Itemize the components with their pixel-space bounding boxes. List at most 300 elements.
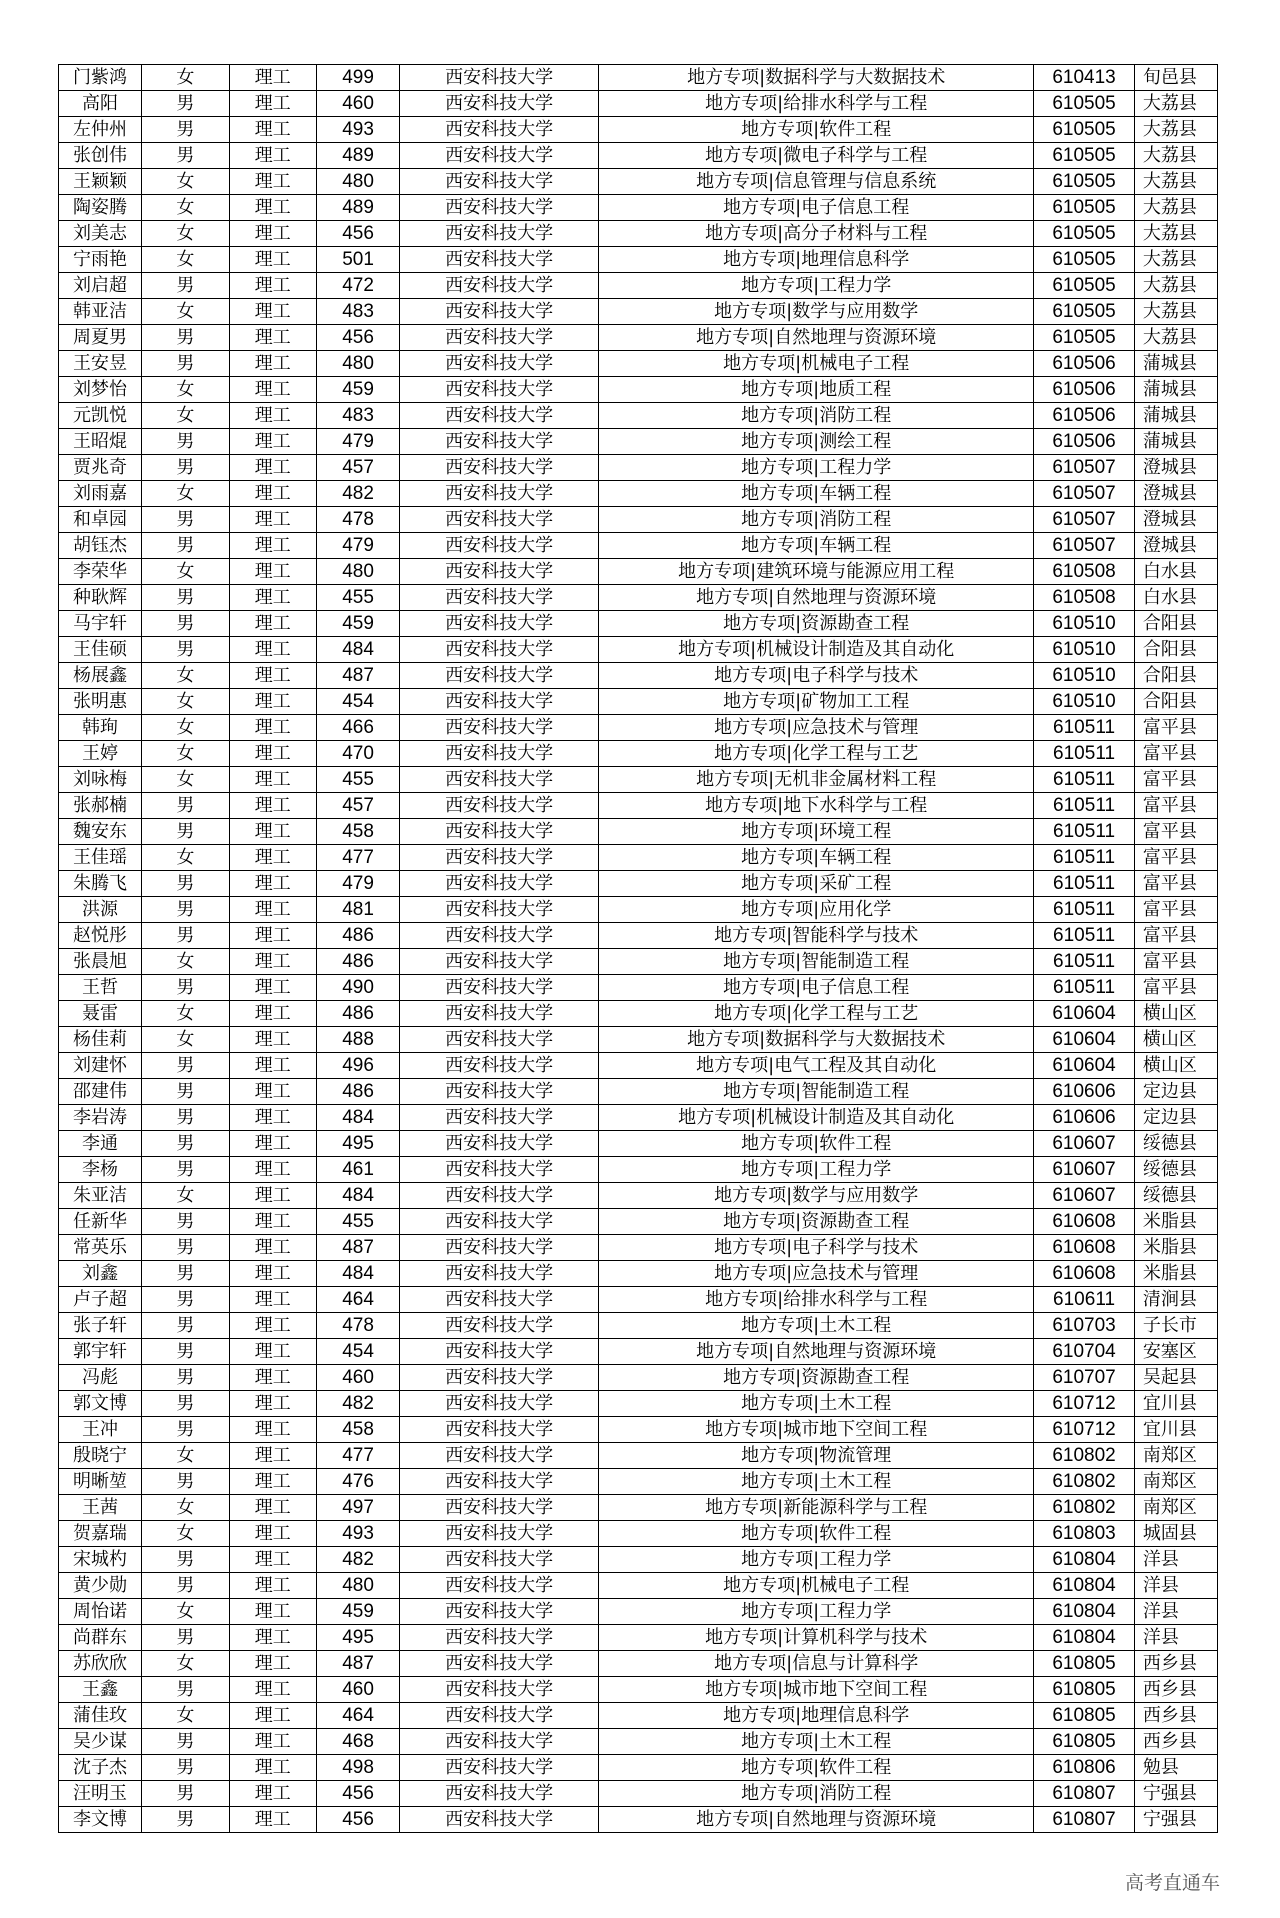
name-cell: 周怡诺	[59, 1599, 142, 1625]
major-cell: 地方专项|高分子材料与工程	[599, 221, 1034, 247]
code-cell: 610510	[1034, 663, 1135, 689]
table-row	[59, 65, 1218, 91]
table-row	[59, 1157, 1218, 1183]
name-cell: 陶姿腾	[59, 195, 142, 221]
county-cell: 蒲城县	[1134, 377, 1217, 403]
name-cell: 沈子杰	[59, 1755, 142, 1781]
gender-cell: 女	[142, 1495, 229, 1521]
county-cell: 富平县	[1134, 871, 1217, 897]
university-cell: 西安科技大学	[400, 1079, 599, 1105]
score-cell: 484	[317, 637, 400, 663]
name-cell: 宋城杓	[59, 1547, 142, 1573]
name-cell: 和卓园	[59, 507, 142, 533]
gender-cell: 女	[142, 377, 229, 403]
name-cell: 任新华	[59, 1209, 142, 1235]
university-cell: 西安科技大学	[400, 689, 599, 715]
code-cell: 610607	[1034, 1183, 1135, 1209]
code-cell: 610510	[1034, 689, 1135, 715]
gender-cell: 男	[142, 1053, 229, 1079]
gender-cell: 男	[142, 611, 229, 637]
category-cell: 理工	[229, 403, 316, 429]
score-cell: 493	[317, 117, 400, 143]
university-cell: 西安科技大学	[400, 1469, 599, 1495]
category-cell: 理工	[229, 65, 316, 91]
name-cell: 王佳硕	[59, 637, 142, 663]
gender-cell: 男	[142, 1781, 229, 1807]
gender-cell: 男	[142, 1677, 229, 1703]
table-row	[59, 1781, 1218, 1807]
score-cell: 464	[317, 1703, 400, 1729]
major-cell: 地方专项|建筑环境与能源应用工程	[599, 559, 1034, 585]
major-cell: 地方专项|给排水科学与工程	[599, 91, 1034, 117]
university-cell: 西安科技大学	[400, 1417, 599, 1443]
table-row	[59, 585, 1218, 611]
category-cell: 理工	[229, 1521, 316, 1547]
county-cell: 合阳县	[1134, 689, 1217, 715]
code-cell: 610507	[1034, 533, 1135, 559]
gender-cell: 男	[142, 1131, 229, 1157]
major-cell: 地方专项|工程力学	[599, 273, 1034, 299]
name-cell: 殷晓宁	[59, 1443, 142, 1469]
major-cell: 地方专项|地下水科学与工程	[599, 793, 1034, 819]
category-cell: 理工	[229, 1651, 316, 1677]
table-row	[59, 1443, 1218, 1469]
county-cell: 绥德县	[1134, 1131, 1217, 1157]
score-cell: 497	[317, 1495, 400, 1521]
gender-cell: 男	[142, 1079, 229, 1105]
county-cell: 合阳县	[1134, 611, 1217, 637]
name-cell: 胡钰杰	[59, 533, 142, 559]
score-cell: 459	[317, 377, 400, 403]
university-cell: 西安科技大学	[400, 1053, 599, 1079]
category-cell: 理工	[229, 1469, 316, 1495]
table-row	[59, 793, 1218, 819]
major-cell: 地方专项|电气工程及其自动化	[599, 1053, 1034, 1079]
category-cell: 理工	[229, 1105, 316, 1131]
county-cell: 大荔县	[1134, 325, 1217, 351]
category-cell: 理工	[229, 1313, 316, 1339]
major-cell: 地方专项|电子科学与技术	[599, 663, 1034, 689]
name-cell: 黄少勋	[59, 1573, 142, 1599]
gender-cell: 女	[142, 65, 229, 91]
gender-cell: 男	[142, 1755, 229, 1781]
gender-cell: 女	[142, 169, 229, 195]
code-cell: 610604	[1034, 1053, 1135, 1079]
score-cell: 460	[317, 1365, 400, 1391]
table-row	[59, 351, 1218, 377]
category-cell: 理工	[229, 663, 316, 689]
university-cell: 西安科技大学	[400, 481, 599, 507]
code-cell: 610505	[1034, 117, 1135, 143]
gender-cell: 女	[142, 221, 229, 247]
code-cell: 610505	[1034, 247, 1135, 273]
category-cell: 理工	[229, 299, 316, 325]
university-cell: 西安科技大学	[400, 793, 599, 819]
score-cell: 487	[317, 663, 400, 689]
code-cell: 610604	[1034, 1027, 1135, 1053]
university-cell: 西安科技大学	[400, 1573, 599, 1599]
county-cell: 澄城县	[1134, 481, 1217, 507]
gender-cell: 女	[142, 195, 229, 221]
major-cell: 地方专项|电子信息工程	[599, 195, 1034, 221]
category-cell: 理工	[229, 1547, 316, 1573]
code-cell: 610805	[1034, 1651, 1135, 1677]
name-cell: 张明惠	[59, 689, 142, 715]
gender-cell: 男	[142, 897, 229, 923]
major-cell: 地方专项|工程力学	[599, 1599, 1034, 1625]
name-cell: 常英乐	[59, 1235, 142, 1261]
name-cell: 张创伟	[59, 143, 142, 169]
county-cell: 富平县	[1134, 741, 1217, 767]
table-row	[59, 1729, 1218, 1755]
score-cell: 501	[317, 247, 400, 273]
score-cell: 495	[317, 1625, 400, 1651]
county-cell: 富平县	[1134, 767, 1217, 793]
code-cell: 610606	[1034, 1105, 1135, 1131]
table-row	[59, 871, 1218, 897]
university-cell: 西安科技大学	[400, 949, 599, 975]
table-row	[59, 949, 1218, 975]
county-cell: 澄城县	[1134, 455, 1217, 481]
table-row	[59, 1079, 1218, 1105]
code-cell: 610803	[1034, 1521, 1135, 1547]
code-cell: 610805	[1034, 1729, 1135, 1755]
university-cell: 西安科技大学	[400, 429, 599, 455]
table-row	[59, 767, 1218, 793]
code-cell: 610802	[1034, 1443, 1135, 1469]
county-cell: 南郑区	[1134, 1443, 1217, 1469]
major-cell: 地方专项|城市地下空间工程	[599, 1417, 1034, 1443]
code-cell: 610608	[1034, 1235, 1135, 1261]
university-cell: 西安科技大学	[400, 377, 599, 403]
score-cell: 457	[317, 455, 400, 481]
category-cell: 理工	[229, 247, 316, 273]
name-cell: 张晨旭	[59, 949, 142, 975]
gender-cell: 女	[142, 1703, 229, 1729]
major-cell: 地方专项|智能制造工程	[599, 1079, 1034, 1105]
name-cell: 冯彪	[59, 1365, 142, 1391]
name-cell: 刘咏梅	[59, 767, 142, 793]
county-cell: 旬邑县	[1134, 65, 1217, 91]
major-cell: 地方专项|环境工程	[599, 819, 1034, 845]
university-cell: 西安科技大学	[400, 1625, 599, 1651]
code-cell: 610511	[1034, 949, 1135, 975]
score-cell: 484	[317, 1105, 400, 1131]
major-cell: 地方专项|机械设计制造及其自动化	[599, 637, 1034, 663]
major-cell: 地方专项|数据科学与大数据技术	[599, 1027, 1034, 1053]
major-cell: 地方专项|数学与应用数学	[599, 1183, 1034, 1209]
watermark-text: 高考直通车	[1124, 1872, 1220, 1894]
code-cell: 610505	[1034, 221, 1135, 247]
county-cell: 宁强县	[1134, 1781, 1217, 1807]
code-cell: 610802	[1034, 1469, 1135, 1495]
name-cell: 王鑫	[59, 1677, 142, 1703]
county-cell: 富平县	[1134, 819, 1217, 845]
score-cell: 480	[317, 351, 400, 377]
university-cell: 西安科技大学	[400, 663, 599, 689]
table-row	[59, 819, 1218, 845]
category-cell: 理工	[229, 221, 316, 247]
gender-cell: 男	[142, 1287, 229, 1313]
university-cell: 西安科技大学	[400, 741, 599, 767]
category-cell: 理工	[229, 481, 316, 507]
county-cell: 澄城县	[1134, 507, 1217, 533]
table-row	[59, 117, 1218, 143]
major-cell: 地方专项|信息管理与信息系统	[599, 169, 1034, 195]
major-cell: 地方专项|地质工程	[599, 377, 1034, 403]
county-cell: 富平县	[1134, 793, 1217, 819]
category-cell: 理工	[229, 975, 316, 1001]
code-cell: 610505	[1034, 325, 1135, 351]
major-cell: 地方专项|化学工程与工艺	[599, 1001, 1034, 1027]
major-cell: 地方专项|自然地理与资源环境	[599, 1807, 1034, 1833]
university-cell: 西安科技大学	[400, 65, 599, 91]
table-row	[59, 1469, 1218, 1495]
score-cell: 456	[317, 221, 400, 247]
score-cell: 456	[317, 325, 400, 351]
gender-cell: 男	[142, 143, 229, 169]
code-cell: 610505	[1034, 143, 1135, 169]
county-cell: 子长市	[1134, 1313, 1217, 1339]
score-cell: 455	[317, 1209, 400, 1235]
table-row	[59, 195, 1218, 221]
code-cell: 610413	[1034, 65, 1135, 91]
county-cell: 大荔县	[1134, 143, 1217, 169]
name-cell: 王婷	[59, 741, 142, 767]
name-cell: 卢子超	[59, 1287, 142, 1313]
county-cell: 米脂县	[1134, 1235, 1217, 1261]
name-cell: 刘梦怡	[59, 377, 142, 403]
gender-cell: 男	[142, 637, 229, 663]
name-cell: 朱亚洁	[59, 1183, 142, 1209]
university-cell: 西安科技大学	[400, 923, 599, 949]
table-row	[59, 1391, 1218, 1417]
gender-cell: 男	[142, 585, 229, 611]
university-cell: 西安科技大学	[400, 1547, 599, 1573]
gender-cell: 女	[142, 1651, 229, 1677]
name-cell: 赵悦彤	[59, 923, 142, 949]
major-cell: 地方专项|地理信息科学	[599, 247, 1034, 273]
category-cell: 理工	[229, 767, 316, 793]
major-cell: 地方专项|应急技术与管理	[599, 1261, 1034, 1287]
gender-cell: 女	[142, 689, 229, 715]
category-cell: 理工	[229, 741, 316, 767]
county-cell: 大荔县	[1134, 247, 1217, 273]
major-cell: 地方专项|新能源科学与工程	[599, 1495, 1034, 1521]
major-cell: 地方专项|给排水科学与工程	[599, 1287, 1034, 1313]
score-cell: 483	[317, 403, 400, 429]
major-cell: 地方专项|工程力学	[599, 455, 1034, 481]
name-cell: 洪源	[59, 897, 142, 923]
university-cell: 西安科技大学	[400, 637, 599, 663]
score-cell: 486	[317, 949, 400, 975]
name-cell: 韩亚洁	[59, 299, 142, 325]
score-cell: 460	[317, 91, 400, 117]
category-cell: 理工	[229, 455, 316, 481]
table-row	[59, 1547, 1218, 1573]
county-cell: 蒲城县	[1134, 351, 1217, 377]
county-cell: 大荔县	[1134, 117, 1217, 143]
gender-cell: 女	[142, 1001, 229, 1027]
score-cell: 466	[317, 715, 400, 741]
gender-cell: 男	[142, 1105, 229, 1131]
score-cell: 454	[317, 689, 400, 715]
major-cell: 地方专项|消防工程	[599, 403, 1034, 429]
table-row	[59, 169, 1218, 195]
county-cell: 大荔县	[1134, 91, 1217, 117]
major-cell: 地方专项|自然地理与资源环境	[599, 585, 1034, 611]
category-cell: 理工	[229, 819, 316, 845]
category-cell: 理工	[229, 1235, 316, 1261]
category-cell: 理工	[229, 91, 316, 117]
table-row	[59, 1755, 1218, 1781]
name-cell: 马宇轩	[59, 611, 142, 637]
county-cell: 白水县	[1134, 585, 1217, 611]
category-cell: 理工	[229, 273, 316, 299]
code-cell: 610510	[1034, 637, 1135, 663]
county-cell: 洋县	[1134, 1625, 1217, 1651]
gender-cell: 女	[142, 949, 229, 975]
category-cell: 理工	[229, 1391, 316, 1417]
university-cell: 西安科技大学	[400, 91, 599, 117]
major-cell: 地方专项|数学与应用数学	[599, 299, 1034, 325]
name-cell: 高阳	[59, 91, 142, 117]
category-cell: 理工	[229, 585, 316, 611]
category-cell: 理工	[229, 325, 316, 351]
major-cell: 地方专项|自然地理与资源环境	[599, 325, 1034, 351]
score-cell: 486	[317, 1079, 400, 1105]
university-cell: 西安科技大学	[400, 611, 599, 637]
gender-cell: 男	[142, 1807, 229, 1833]
gender-cell: 男	[142, 819, 229, 845]
university-cell: 西安科技大学	[400, 845, 599, 871]
category-cell: 理工	[229, 1365, 316, 1391]
code-cell: 610712	[1034, 1417, 1135, 1443]
table-row	[59, 845, 1218, 871]
gender-cell: 女	[142, 845, 229, 871]
table-row	[59, 1365, 1218, 1391]
county-cell: 宜川县	[1134, 1417, 1217, 1443]
name-cell: 李通	[59, 1131, 142, 1157]
university-cell: 西安科技大学	[400, 1729, 599, 1755]
university-cell: 西安科技大学	[400, 1651, 599, 1677]
university-cell: 西安科技大学	[400, 455, 599, 481]
university-cell: 西安科技大学	[400, 117, 599, 143]
county-cell: 横山区	[1134, 1001, 1217, 1027]
gender-cell: 男	[142, 1391, 229, 1417]
county-cell: 米脂县	[1134, 1209, 1217, 1235]
gender-cell: 女	[142, 1027, 229, 1053]
category-cell: 理工	[229, 117, 316, 143]
table-row	[59, 689, 1218, 715]
category-cell: 理工	[229, 195, 316, 221]
gender-cell: 女	[142, 741, 229, 767]
name-cell: 蒲佳玫	[59, 1703, 142, 1729]
gender-cell: 女	[142, 715, 229, 741]
gender-cell: 女	[142, 481, 229, 507]
county-cell: 蒲城县	[1134, 429, 1217, 455]
admission-table	[58, 64, 1218, 1833]
category-cell: 理工	[229, 949, 316, 975]
score-cell: 482	[317, 481, 400, 507]
university-cell: 西安科技大学	[400, 1105, 599, 1131]
name-cell: 王昭焜	[59, 429, 142, 455]
major-cell: 地方专项|计算机科学与技术	[599, 1625, 1034, 1651]
name-cell: 朱腾飞	[59, 871, 142, 897]
code-cell: 610703	[1034, 1313, 1135, 1339]
code-cell: 610807	[1034, 1781, 1135, 1807]
gender-cell: 男	[142, 533, 229, 559]
gender-cell: 男	[142, 117, 229, 143]
major-cell: 地方专项|无机非金属材料工程	[599, 767, 1034, 793]
table-row	[59, 611, 1218, 637]
county-cell: 大荔县	[1134, 299, 1217, 325]
major-cell: 地方专项|资源勘查工程	[599, 1365, 1034, 1391]
code-cell: 610506	[1034, 429, 1135, 455]
name-cell: 尚群东	[59, 1625, 142, 1651]
major-cell: 地方专项|车辆工程	[599, 845, 1034, 871]
code-cell: 610511	[1034, 715, 1135, 741]
category-cell: 理工	[229, 1495, 316, 1521]
score-cell: 486	[317, 1001, 400, 1027]
county-cell: 横山区	[1134, 1053, 1217, 1079]
name-cell: 邵建伟	[59, 1079, 142, 1105]
university-cell: 西安科技大学	[400, 299, 599, 325]
major-cell: 地方专项|土木工程	[599, 1391, 1034, 1417]
county-cell: 城固县	[1134, 1521, 1217, 1547]
score-cell: 477	[317, 1443, 400, 1469]
university-cell: 西安科技大学	[400, 1261, 599, 1287]
name-cell: 李杨	[59, 1157, 142, 1183]
county-cell: 横山区	[1134, 1027, 1217, 1053]
code-cell: 610511	[1034, 767, 1135, 793]
major-cell: 地方专项|机械设计制造及其自动化	[599, 1105, 1034, 1131]
county-cell: 清涧县	[1134, 1287, 1217, 1313]
gender-cell: 男	[142, 1417, 229, 1443]
name-cell: 刘建怀	[59, 1053, 142, 1079]
category-cell: 理工	[229, 715, 316, 741]
score-cell: 490	[317, 975, 400, 1001]
table-row	[59, 1027, 1218, 1053]
major-cell: 地方专项|电子科学与技术	[599, 1235, 1034, 1261]
county-cell: 合阳县	[1134, 637, 1217, 663]
county-cell: 洋县	[1134, 1599, 1217, 1625]
score-cell: 482	[317, 1391, 400, 1417]
table-row	[59, 377, 1218, 403]
university-cell: 西安科技大学	[400, 1521, 599, 1547]
code-cell: 610511	[1034, 923, 1135, 949]
category-cell: 理工	[229, 507, 316, 533]
code-cell: 610511	[1034, 819, 1135, 845]
major-cell: 地方专项|工程力学	[599, 1157, 1034, 1183]
category-cell: 理工	[229, 1131, 316, 1157]
table-row	[59, 1105, 1218, 1131]
name-cell: 刘启超	[59, 273, 142, 299]
name-cell: 吴少谋	[59, 1729, 142, 1755]
score-cell: 498	[317, 1755, 400, 1781]
table-row	[59, 1807, 1218, 1833]
county-cell: 绥德县	[1134, 1183, 1217, 1209]
table-row	[59, 533, 1218, 559]
university-cell: 西安科技大学	[400, 403, 599, 429]
county-cell: 富平县	[1134, 897, 1217, 923]
gender-cell: 男	[142, 1157, 229, 1183]
table-body	[59, 65, 1218, 1833]
county-cell: 白水县	[1134, 559, 1217, 585]
university-cell: 西安科技大学	[400, 247, 599, 273]
category-cell: 理工	[229, 533, 316, 559]
code-cell: 610606	[1034, 1079, 1135, 1105]
